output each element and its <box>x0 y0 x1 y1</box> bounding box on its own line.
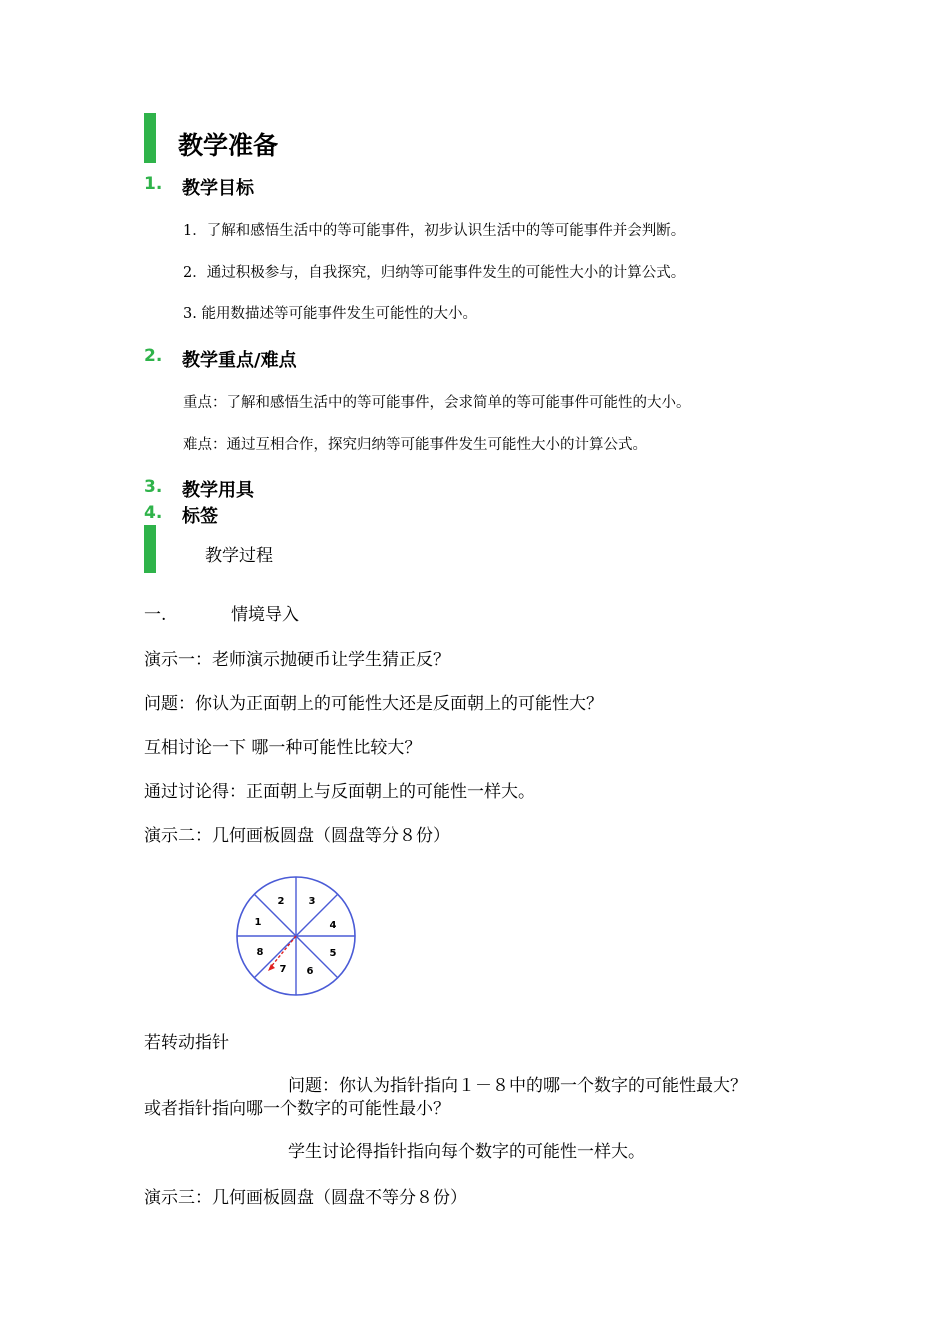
goal-2: 2．通过积极参与，自我探究，归纳等可能事件发生的可能性大小的计算公式。 <box>183 265 686 281</box>
goal-1: 1．了解和感悟生活中的等可能事件，初步认识生活中的等可能事件并会判断。 <box>183 223 686 239</box>
paragraph: 学生讨论得指针指向每个数字的可能性一样大。 <box>288 1142 645 1162</box>
part-title: 情境导入 <box>231 605 299 625</box>
paragraph: 互相讨论一下 哪一种可能性比较大？ <box>144 738 422 758</box>
item-number: 3. <box>144 477 163 497</box>
key-point: 重点：了解和感悟生活中的等可能事件，会求简单的等可能事件可能性的大小。 <box>183 395 691 411</box>
sector-label: 2 <box>277 896 285 907</box>
part-number: 一. <box>144 605 167 625</box>
sector-label: 7 <box>279 964 287 975</box>
item-number: 4. <box>144 503 163 523</box>
spinner-figure <box>232 872 362 1002</box>
sector-label: 4 <box>329 920 337 931</box>
paragraph: 演示二：几何画板圆盘（圆盘等分８份） <box>144 826 450 846</box>
paragraph: 若转动指针 <box>144 1033 229 1053</box>
item-number: 2. <box>144 346 163 366</box>
item-label: 标签 <box>182 506 218 527</box>
goal-3: 3. 能用数描述等可能事件发生可能性的大小。 <box>183 306 477 322</box>
sector-label: 1 <box>254 917 262 928</box>
section-title: 教学过程 <box>205 546 273 566</box>
paragraph: 问题：你认为正面朝上的可能性大还是反面朝上的可能性大？ <box>144 694 603 714</box>
sector-label: 3 <box>308 896 316 907</box>
item-label: 教学重点/难点 <box>182 350 297 371</box>
paragraph: 演示一：老师演示抛硬币让学生猜正反？ <box>144 650 450 670</box>
item-label: 教学用具 <box>182 480 254 501</box>
difficult-point: 难点：通过互相合作，探究归纳等可能事件发生可能性大小的计算公式。 <box>183 437 647 453</box>
sector-label: 8 <box>256 947 264 958</box>
item-label: 教学目标 <box>182 178 254 199</box>
item-number: 1. <box>144 174 163 194</box>
sector-label: 6 <box>306 966 314 977</box>
section-title: 教学准备 <box>178 131 279 160</box>
section-bar <box>144 113 156 163</box>
paragraph: 或者指针指向哪一个数字的可能性最小？ <box>144 1099 450 1119</box>
paragraph: 问题：你认为指针指向１－８中的哪一个数字的可能性最大？ <box>288 1076 747 1096</box>
section-bar <box>144 525 156 573</box>
paragraph: 演示三：几何画板圆盘（圆盘不等分８份） <box>144 1188 467 1208</box>
paragraph: 通过讨论得：正面朝上与反面朝上的可能性一样大。 <box>144 782 535 802</box>
sector-label: 5 <box>329 948 337 959</box>
